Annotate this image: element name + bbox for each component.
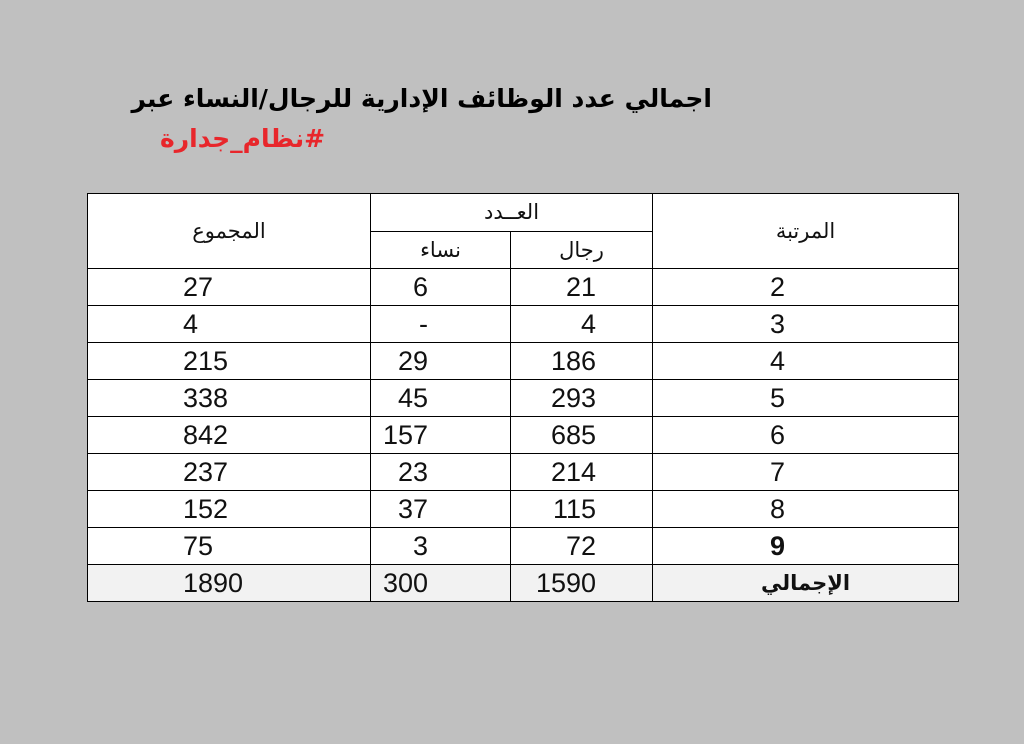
header-count: العــدد [371,194,653,232]
header-men: رجال [511,231,653,269]
cell-total: 237 [88,454,371,491]
table-row [88,306,959,343]
cell-women: 23 [371,454,511,491]
table-row [88,269,959,306]
cell-men: 21 [511,269,653,306]
table-row [88,380,959,417]
header-women: نساء [371,231,511,269]
cell-women: 157 [371,417,511,454]
header-total: المجموع [88,194,371,269]
cell-total: 215 [88,343,371,380]
cell-rank: 2 [653,269,959,306]
cell-men: 115 [511,491,653,528]
cell-total: 842 [88,417,371,454]
page-title: اجمالي عدد الوظائف الإدارية للرجال/النساء عبر [131,84,712,113]
cell-women: - [371,306,511,343]
cell-men: 685 [511,417,653,454]
cell-women: 29 [371,343,511,380]
cell-men-total: 1590 [511,565,653,602]
cell-women: 3 [371,528,511,565]
cell-men: 4 [511,306,653,343]
cell-rank: 3 [653,306,959,343]
cell-rank: 7 [653,454,959,491]
cell-rank: 6 [653,417,959,454]
cell-women-total: 300 [371,565,511,602]
table-row [88,343,959,380]
table-row [88,454,959,491]
table-header-row [88,194,959,232]
cell-women: 45 [371,380,511,417]
cell-rank: 8 [653,491,959,528]
table-total-row [88,565,959,602]
cell-total: 4 [88,306,371,343]
cell-rank: 4 [653,343,959,380]
cell-men: 214 [511,454,653,491]
table-row [88,417,959,454]
cell-total: 75 [88,528,371,565]
cell-grand-total: 1890 [88,565,371,602]
cell-rank: 5 [653,380,959,417]
table-row [88,491,959,528]
table-row [88,528,959,565]
header-rank: المرتبة [653,194,959,269]
cell-men: 186 [511,343,653,380]
cell-women: 37 [371,491,511,528]
cell-total: 27 [88,269,371,306]
cell-women: 6 [371,269,511,306]
cell-total: 338 [88,380,371,417]
cell-rank: 9 [653,528,959,565]
cell-total: 152 [88,491,371,528]
cell-men: 293 [511,380,653,417]
hashtag[interactable]: #نظام_جدارة [160,124,326,153]
total-label: الإجمالي [653,565,959,602]
jobs-table [87,193,959,602]
cell-men: 72 [511,528,653,565]
